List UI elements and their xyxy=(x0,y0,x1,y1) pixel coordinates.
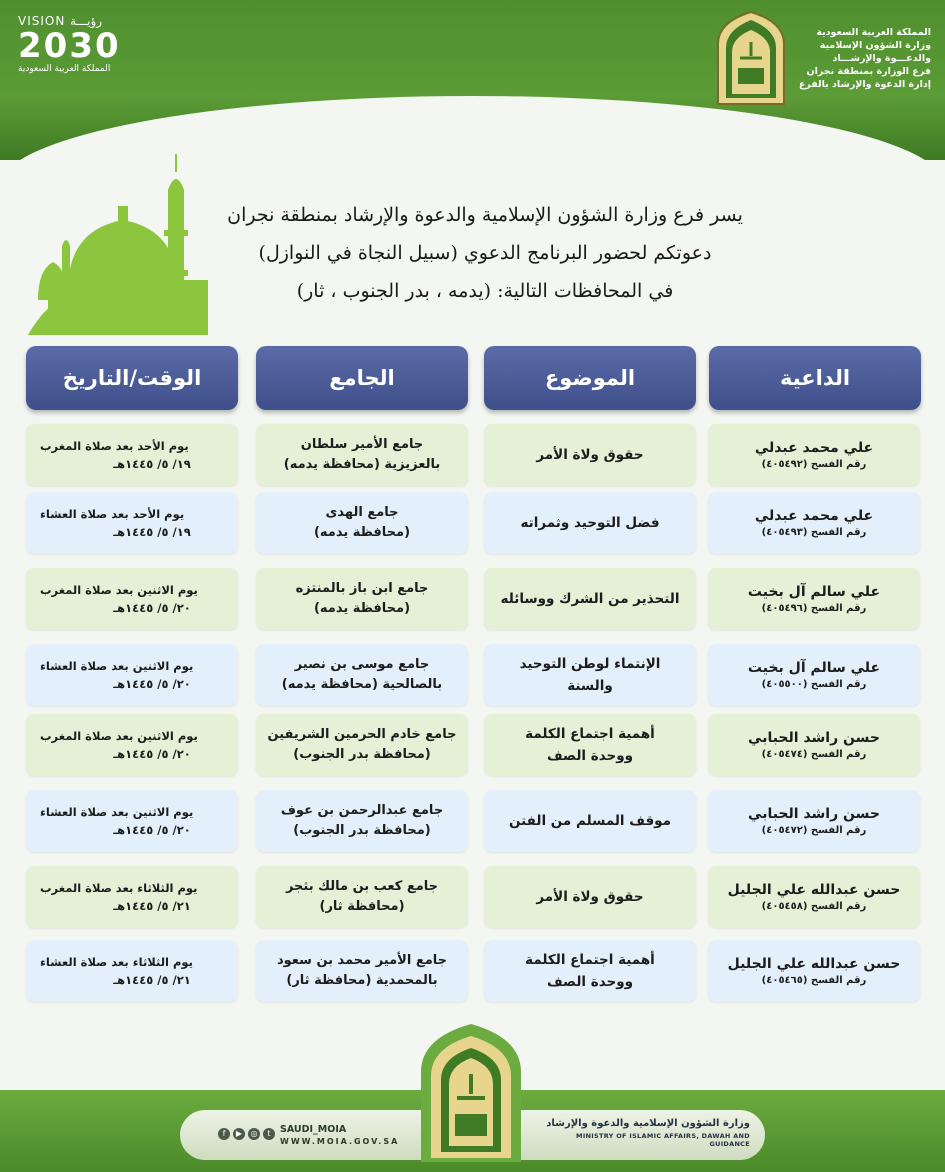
topic-line: والسنة xyxy=(567,678,613,694)
time-text: يوم الثلاثاء بعد صلاة المغرب xyxy=(40,881,198,895)
time-text: يوم الأحد بعد صلاة العشاء xyxy=(40,507,185,521)
footer-ministry-ar: وزارة الشؤون الإسلامية والدعوة والإرشاد xyxy=(546,1118,750,1129)
time-cell xyxy=(26,866,238,928)
date-text: ١٩/ ٥/ ١٤٤٥هـ xyxy=(113,457,191,471)
preacher-cell xyxy=(708,714,920,776)
permit-number: رقم الفسح (٤٠٥٤٧٤) xyxy=(761,749,867,760)
preacher-cell xyxy=(708,568,920,630)
permit-number: رقم الفسح (٤٠٥٤٩٦) xyxy=(761,603,867,614)
intro-line-2: دعوتكم لحضور البرنامج الدعوي (سبيل النجاة في النوازل) xyxy=(258,242,712,264)
preacher-cell xyxy=(708,790,920,852)
topic-cell xyxy=(484,424,696,486)
topic-line: أهمية اجتماع الكلمة xyxy=(525,726,655,742)
preacher-cell xyxy=(708,940,920,1002)
mosque-cell xyxy=(256,568,468,630)
instagram-icon[interactable]: ◎ xyxy=(248,1128,260,1140)
date-text: ١٩/ ٥/ ١٤٤٥هـ xyxy=(113,525,191,539)
mosque-location: (محافظة يدمه) xyxy=(313,525,411,540)
time-text: يوم الأحد بعد صلاة المغرب xyxy=(40,439,189,453)
mosque-name: جامع خادم الحرمين الشريفين xyxy=(267,727,457,742)
mosque-cell xyxy=(256,644,468,706)
time-text: يوم الثلاثاء بعد صلاة العشاء xyxy=(40,955,193,969)
permit-number: رقم الفسح (٤٠٥٤٥٨) xyxy=(761,901,867,912)
footer-handle[interactable]: SAUDI_MOIA xyxy=(280,1124,347,1135)
mosque-location: (محافظة بدر الجنوب) xyxy=(293,823,431,838)
vision-label: VISION رؤيـــة xyxy=(18,14,103,28)
ministry-line: والدعـــوة والإرشـــاد xyxy=(832,53,931,64)
time-text: يوم الاثنين بعد صلاة العشاء xyxy=(40,805,194,819)
time-text: يوم الاثنين بعد صلاة المغرب xyxy=(40,583,198,597)
mosque-cell xyxy=(256,714,468,776)
preacher-cell xyxy=(708,424,920,486)
date-text: ٢١/ ٥/ ١٤٤٥هـ xyxy=(113,899,191,913)
ministry-title-block xyxy=(781,26,931,91)
footer-website[interactable]: WWW.MOIA.GOV.SA xyxy=(280,1137,400,1146)
ministry-line: فرع الوزارة بمنطقة نجران xyxy=(806,66,931,77)
topic-cell xyxy=(484,866,696,928)
preacher-name: علي سالم آل بخيت xyxy=(747,660,881,676)
mosque-name: جامع الأمير محمد بن سعود xyxy=(276,953,448,968)
facebook-icon[interactable]: f xyxy=(218,1128,230,1140)
column-header-preacher: الداعية xyxy=(709,346,921,410)
permit-number: رقم الفسح (٤٠٥٤٩٣) xyxy=(761,527,867,538)
mosque-cell xyxy=(256,492,468,554)
mosque-location: (محافظة بدر الجنوب) xyxy=(293,747,431,762)
time-cell xyxy=(26,940,238,1002)
topic-cell xyxy=(484,644,696,706)
vision-year: 2030 xyxy=(18,26,121,66)
mosque-name: جامع كعب بن مالك بثجر xyxy=(285,879,439,894)
invitation-text xyxy=(225,196,745,310)
preacher-name: حسن راشد الحبابي xyxy=(748,730,880,746)
date-text: ٢٠/ ٥/ ١٤٤٥هـ xyxy=(113,677,191,691)
vision-subtitle: المملكة العربية السعودية xyxy=(18,64,111,74)
permit-number: رقم الفسح (٤٠٥٥٠٠) xyxy=(761,679,867,690)
mosque-location: (محافظة ثار) xyxy=(319,899,405,914)
footer-ministry-name xyxy=(540,1118,750,1148)
topic-line: حقوق ولاة الأمر xyxy=(536,447,644,463)
column-header-time: الوقت/التاريخ xyxy=(26,346,238,410)
time-text: يوم الاثنين بعد صلاة المغرب xyxy=(40,729,198,743)
topic-cell xyxy=(484,940,696,1002)
permit-number: رقم الفسح (٤٠٥٤٧٢) xyxy=(761,825,867,836)
time-cell xyxy=(26,790,238,852)
mosque-name: جامع الأمير سلطان xyxy=(300,437,424,452)
ministry-footer-logo-icon xyxy=(415,1022,527,1162)
footer-contact xyxy=(218,1124,408,1146)
date-text: ٢٠/ ٥/ ١٤٤٥هـ xyxy=(113,747,191,761)
mosque-cell xyxy=(256,940,468,1002)
mosque-name: جامع الهدى xyxy=(325,505,399,520)
preacher-cell xyxy=(708,866,920,928)
intro-line-3: في المحافظات التالية: (يدمه ، بدر الجنوب ، ثار) xyxy=(296,280,674,302)
mosque-cell xyxy=(256,790,468,852)
column-header-mosque: الجامع xyxy=(256,346,468,410)
date-text: ٢١/ ٥/ ١٤٤٥هـ xyxy=(113,973,191,987)
ministry-line: وزارة الشؤون الإسلامية xyxy=(819,40,931,51)
youtube-icon[interactable]: ▶ xyxy=(233,1128,245,1140)
topic-line: الإنتماء لوطن التوحيد xyxy=(519,656,661,672)
mosque-cell xyxy=(256,866,468,928)
time-text: يوم الاثنين بعد صلاة العشاء xyxy=(40,659,194,673)
preacher-name: حسن عبدالله علي الجليل xyxy=(727,882,901,898)
vision-2030-logo xyxy=(18,14,138,74)
mosque-location: بالصالحية (محافظة يدمه) xyxy=(281,677,443,692)
preacher-name: علي محمد عبدلي xyxy=(754,440,874,456)
topic-line: أهمية اجتماع الكلمة xyxy=(525,952,655,968)
mosque-location: (محافظة يدمه) xyxy=(313,601,411,616)
date-text: ٢٠/ ٥/ ١٤٤٥هـ xyxy=(113,601,191,615)
time-cell xyxy=(26,424,238,486)
time-cell xyxy=(26,492,238,554)
time-cell xyxy=(26,568,238,630)
preacher-name: حسن عبدالله علي الجليل xyxy=(727,956,901,972)
twitter-icon[interactable]: t xyxy=(263,1128,275,1140)
mosque-location: بالمحمدية (محافظة ثار) xyxy=(286,973,438,988)
mosque-name: جامع ابن باز بالمنتزه xyxy=(295,581,429,596)
time-cell xyxy=(26,644,238,706)
preacher-name: حسن راشد الحبابي xyxy=(748,806,880,822)
mosque-location: بالعزيزية (محافظة يدمه) xyxy=(283,457,441,472)
topic-line: موقف المسلم من الفتن xyxy=(509,813,671,829)
topic-line: حقوق ولاة الأمر xyxy=(536,889,644,905)
mosque-name: جامع موسى بن نصير xyxy=(294,657,430,672)
preacher-name: علي سالم آل بخيت xyxy=(747,584,881,600)
preacher-cell xyxy=(708,644,920,706)
topic-line: فضل التوحيد وثمراته xyxy=(520,515,660,531)
permit-number: رقم الفسح (٤٠٥٤٩٢) xyxy=(761,459,867,470)
time-cell xyxy=(26,714,238,776)
intro-line-1: يسر فرع وزارة الشؤون الإسلامية والدعوة والإرشاد بمنطقة نجران xyxy=(227,204,743,226)
topic-cell xyxy=(484,714,696,776)
topic-line: ووحدة الصف xyxy=(546,974,634,990)
column-header-topic: الموضوع xyxy=(484,346,696,410)
mosque-cell xyxy=(256,424,468,486)
ministry-line: إدارة الدعوة والإرشاد بالفرع xyxy=(798,79,931,90)
preacher-name: علي محمد عبدلي xyxy=(754,508,874,524)
topic-cell xyxy=(484,568,696,630)
topic-line: التحذير من الشرك ووسائله xyxy=(500,591,680,607)
topic-cell xyxy=(484,492,696,554)
topic-line: ووحدة الصف xyxy=(546,748,634,764)
topic-cell xyxy=(484,790,696,852)
ministry-line: المملكة العربية السعودية xyxy=(816,27,931,38)
permit-number: رقم الفسح (٤٠٥٤٦٥) xyxy=(761,975,867,986)
date-text: ٢٠/ ٥/ ١٤٤٥هـ xyxy=(113,823,191,837)
mosque-icon xyxy=(28,150,218,335)
ministry-logo-icon xyxy=(710,8,792,106)
footer-ministry-en: MINISTRY OF ISLAMIC AFFAIRS, DAWAH AND GUIDANCE xyxy=(576,1132,750,1148)
mosque-name: جامع عبدالرحمن بن عوف xyxy=(280,803,444,818)
preacher-cell xyxy=(708,492,920,554)
